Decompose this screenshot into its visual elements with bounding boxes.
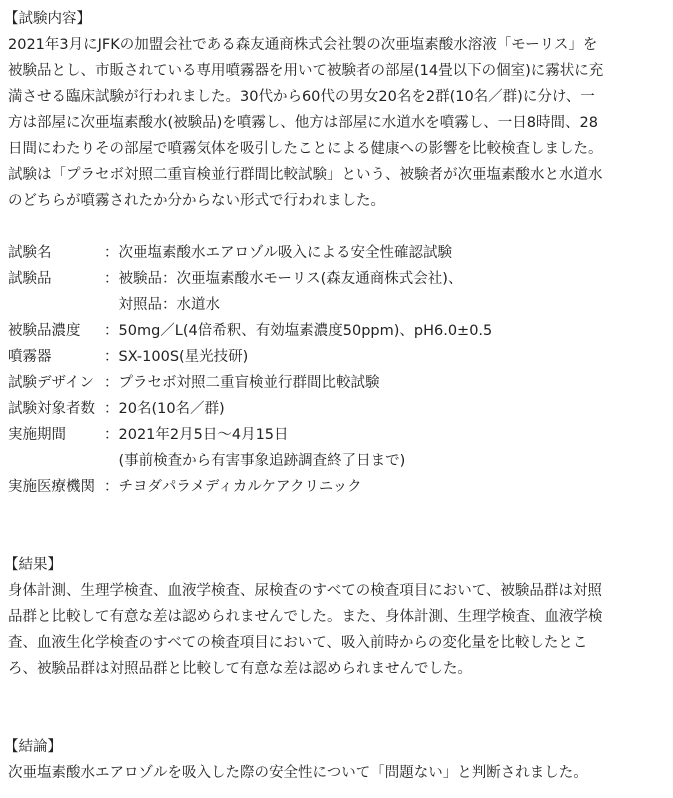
spec-value	[119, 396, 493, 422]
spec-value	[119, 370, 493, 396]
spec-row	[8, 266, 492, 318]
spec-label: 実施医療機関	[8, 479, 95, 495]
spec-label: 試験対象者数	[8, 401, 95, 417]
spec-label: 試験デザイン	[8, 375, 94, 391]
results-line: 身体計測、生理学検査、血液学検査、尿検査のすべての検査項目において、被験品群は対照	[8, 583, 602, 599]
spec-separator: ：	[104, 401, 119, 417]
spec-row	[8, 474, 492, 500]
spacer	[8, 682, 665, 734]
spec-value-line: 2021年2月5日〜4月15日	[118, 427, 289, 443]
spec-row	[8, 370, 492, 396]
overview-line: 被験品とし、市販されている専用噴霧器を用いて被験者の部屋(14畳以下の個室)に霧状に充	[8, 63, 604, 79]
spec-value-line: 次亜塩素酸水エアロゾル吸入による安全性確認試験	[118, 245, 452, 261]
spec-value	[119, 422, 493, 474]
spec-separator: ：	[104, 375, 119, 391]
conclusion-heading: 【結論】	[4, 739, 62, 755]
overview-line: 日間にわたりその部屋で噴霧気体を吸引したことによる健康への影響を比較検査しました。	[8, 141, 603, 157]
spec-label: 試験品	[8, 271, 52, 287]
overview-heading: 【試験内容】	[4, 11, 91, 27]
spec-separator: ：	[104, 245, 119, 261]
overview-line: 方は部屋に次亜塩素酸水(被験品)を噴霧し、他方は部屋に水道水を噴霧し、一日8時間、28	[8, 115, 598, 131]
overview-line: 試験は「プラセボ対照二重盲検並行群間比較試験」という、被験者が次亜塩素酸水と水道水	[8, 167, 603, 183]
spec-separator: ：	[104, 479, 119, 495]
overview-line: 2021年3月にJFKの加盟会社である森友通商株式会社製の次亜塩素酸水溶液「モーリス」を	[8, 37, 598, 53]
spec-label: 実施期間	[8, 427, 66, 443]
conclusion-section	[4, 734, 665, 786]
overview-paragraph	[8, 32, 665, 214]
spec-row	[8, 344, 492, 370]
spec-value-line: (事前検査から有害事象追跡調査終了日まで)	[118, 453, 406, 469]
spec-label: 被験品濃度	[8, 323, 81, 339]
spec-value-line: チヨダパラメディカルケアクリニック	[118, 479, 362, 495]
spec-value-line: 20名(10名／群)	[118, 401, 225, 417]
spacer	[8, 500, 665, 552]
spec-value-line: 50mg／L(4倍希釈、有効塩素濃度50ppm)、pH6.0±0.5	[118, 323, 493, 339]
spec-separator: ：	[104, 323, 119, 339]
results-line: 査、血液生化学検査のすべての検査項目において、吸入前時からの変化量を比較したとこ	[8, 635, 588, 651]
spec-row	[8, 318, 492, 344]
spec-row	[8, 422, 492, 474]
results-paragraph	[8, 578, 665, 682]
spec-value	[119, 266, 493, 318]
overview-line: のどちらが噴霧されたか分からない形式で行われました。	[8, 193, 385, 209]
overview-section	[4, 6, 665, 214]
results-heading: 【結果】	[4, 557, 62, 573]
spec-row	[8, 240, 492, 266]
spec-value-line: 被験品：次亜塩素酸水モーリス(森友通商株式会社)、	[118, 271, 463, 287]
conclusion-line: 次亜塩素酸水エアロゾルを吸入した際の安全性について「問題ない」と判断されました。	[8, 765, 588, 781]
conclusion-paragraph	[8, 760, 665, 786]
spec-row	[8, 396, 492, 422]
overview-line: 満させる臨床試験が行われました。30代から60代の男女20名を2群(10名／群)に分け、一	[8, 89, 595, 105]
spec-value-line: プラセボ対照二重盲検並行群間比較試験	[118, 375, 380, 391]
spec-value	[119, 240, 493, 266]
spec-separator: ：	[104, 427, 119, 443]
spec-value	[119, 318, 493, 344]
spec-label: 試験名	[8, 245, 52, 261]
spec-value	[119, 474, 493, 500]
spec-value-line: 対照品：水道水	[118, 297, 220, 313]
spacer	[8, 214, 665, 240]
spec-value	[119, 344, 493, 370]
spec-value-line: SX-100S(星光技研)	[118, 349, 249, 365]
spec-separator: ：	[104, 271, 119, 287]
spec-label: 噴霧器	[8, 349, 52, 365]
results-section	[4, 552, 665, 682]
spec-table	[8, 240, 492, 500]
results-line: ろ、被験品群は対照品群と比較して有意な差は認められませんでした。	[8, 661, 472, 677]
spec-separator: ：	[104, 349, 119, 365]
results-line: 品群と比較して有意な差は認められませんでした。また、身体計測、生理学検査、血液学検	[8, 609, 603, 625]
